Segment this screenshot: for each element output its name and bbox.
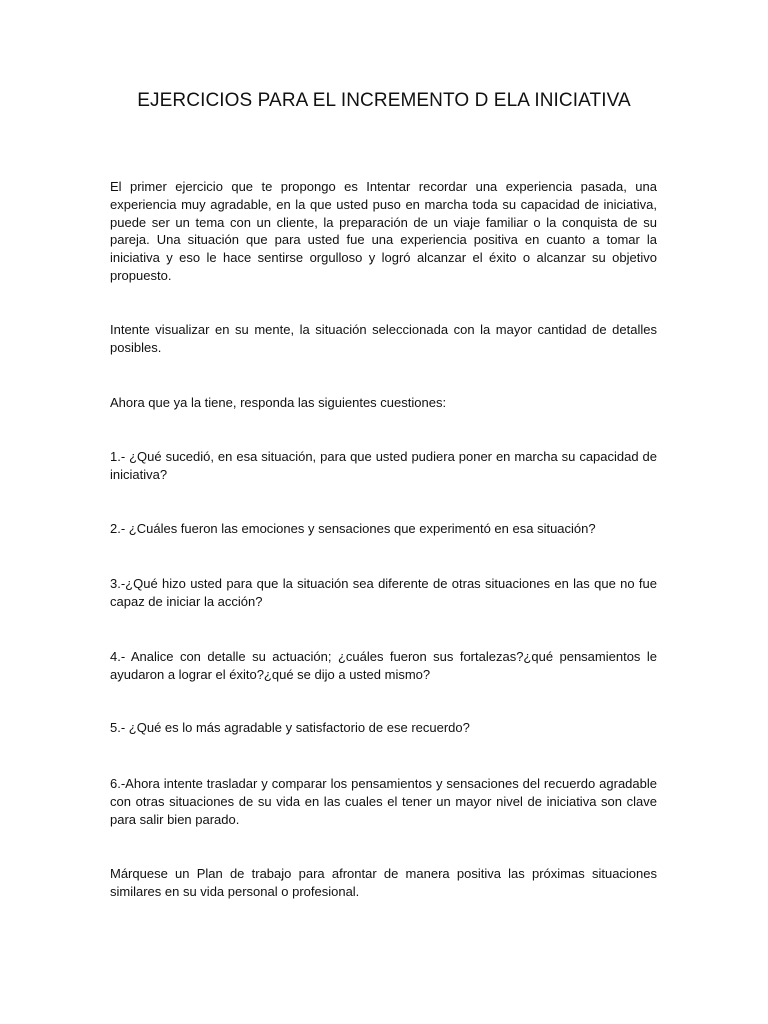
document-title: EJERCICIOS PARA EL INCREMENTO D ELA INICIATIVA [137,90,631,111]
paragraph-question-6: 6.-Ahora intente trasladar y comparar los pensamientos y sensaciones del recuerdo agradable con otras situaciones de su vida en las cuales el tener un mayor nivel de iniciativa son clave para salir bien parado. [110,776,657,827]
paragraph-question-2: 2.- ¿Cuáles fueron las emociones y sensaciones que experimentó en esa situación? [110,521,596,536]
paragraph-question-3: 3.-¿Qué hizo usted para que la situación sea diferente de otras situaciones en las que no fue capaz de iniciar la acción? [110,576,657,609]
paragraph-questions-intro: Ahora que ya la tiene, responda las siguientes cuestiones: [110,395,447,410]
paragraph-work-plan: Márquese un Plan de trabajo para afrontar de manera positiva las próximas situaciones similares en su vida personal o profesional. [110,866,657,899]
paragraph-question-4: 4.- Analice con detalle su actuación; ¿cuáles fueron sus fortalezas?¿qué pensamientos le ayudaron a lograr el éxito?¿qué se dijo a usted mismo? [110,649,657,682]
paragraph-question-1: 1.- ¿Qué sucedió, en esa situación, para que usted pudiera poner en marcha su capacidad de iniciativa? [110,449,657,482]
paragraph-question-5: 5.- ¿Qué es lo más agradable y satisfactorio de ese recuerdo? [110,720,470,735]
paragraph-intro: El primer ejercicio que te propongo es Intentar recordar una experiencia pasada, una experiencia muy agradable, en la que usted puso en marcha toda su capacidad de iniciativa, puede ser un tema con un cliente, la preparación de un viaje familiar o la conquista de su pareja. Una situación que para usted fue una experiencia positiva en cuanto a tomar la iniciativa y eso le hace sentirse orgulloso y logró alcanzar el éxito o alcanzar su objetivo propuesto. [110,179,657,283]
paragraph-visualize: Intente visualizar en su mente, la situación seleccionada con la mayor cantidad de detalles posibles. [110,322,657,355]
